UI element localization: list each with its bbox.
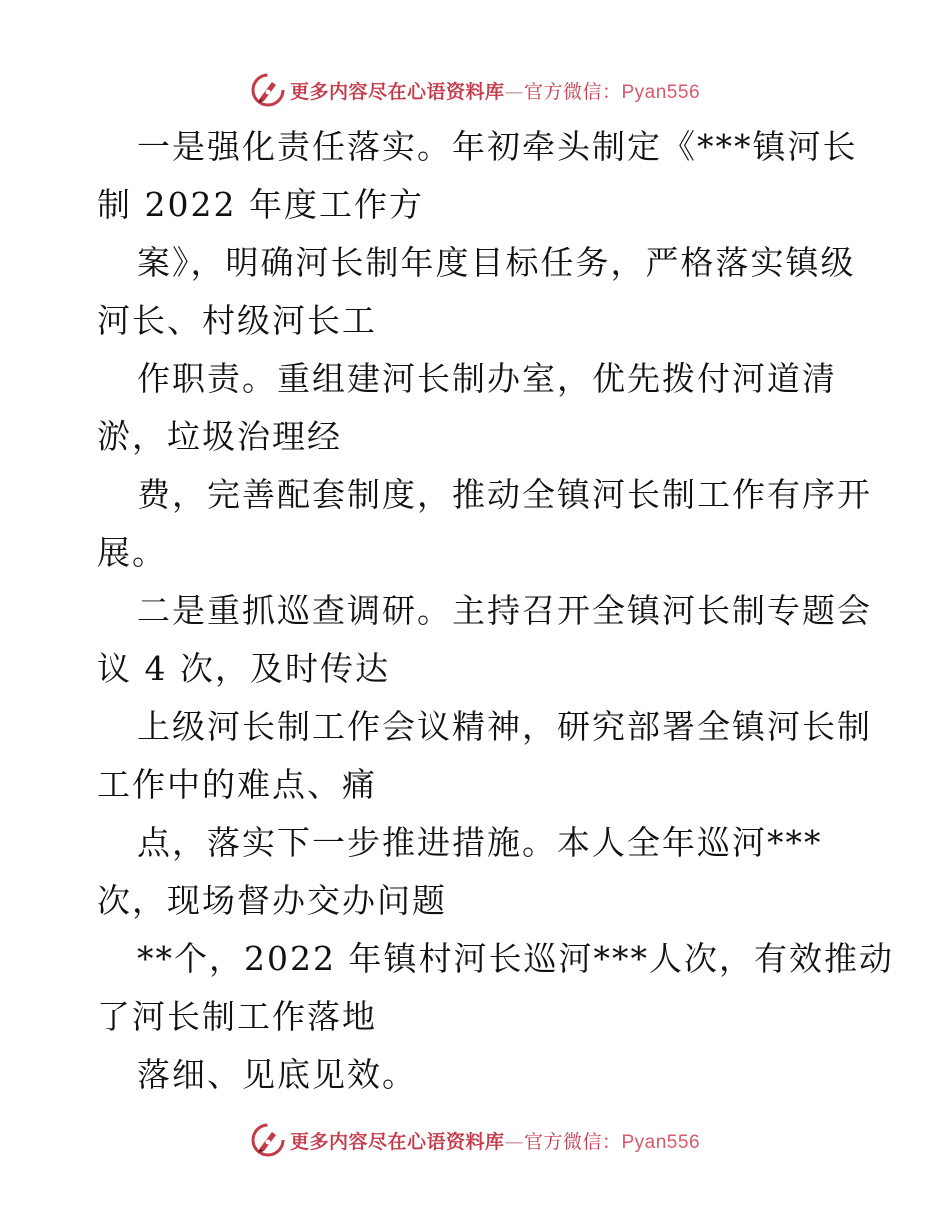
paragraph-line: 次，现场督办交办问题	[97, 881, 447, 920]
paragraph-line: 点，落实下一步推进措施。本人全年巡河***	[137, 823, 823, 862]
paragraph-line: 展。	[97, 533, 167, 572]
footer-banner-text	[290, 1127, 700, 1154]
header-wechat-id: Pyan556	[621, 81, 701, 103]
footer-banner	[0, 1120, 950, 1160]
paragraph-line: 费，完善配套制度，推动全镇河长制工作有序开	[137, 475, 872, 514]
paragraph-line: 落细、见底见效。	[137, 1055, 417, 1094]
paragraph-line: 案》，明确河长制年度目标任务，严格落实镇级	[137, 243, 856, 282]
paragraph-line: 淤，垃圾治理经	[97, 417, 342, 456]
footer-separator: —	[504, 1130, 524, 1153]
header-banner	[0, 70, 950, 110]
footer-wechat-label: 官方微信：	[523, 1130, 622, 1153]
paragraph-line: 河长、村级河长工	[97, 301, 377, 340]
paragraph-line: 作职责。重组建河长制办室，优先拨付河道清	[137, 359, 837, 398]
paragraph-line: 工作中的难点、痛	[97, 765, 377, 804]
document-body	[97, 118, 894, 1104]
header-wechat-label: 官方微信：	[523, 80, 622, 103]
paragraph-line: 二是重抓巡查调研。主持召开全镇河长制专题会	[137, 591, 872, 630]
paragraph-line: 了河长制工作落地	[97, 997, 377, 1036]
footer-wechat-id: Pyan556	[621, 1131, 701, 1153]
footer-site-name: 更多内容尽在心语资料库	[289, 1130, 505, 1153]
paragraph-line: 议 4 次，及时传达	[97, 649, 390, 688]
paragraph-line: 上级河长制工作会议精神，研究部署全镇河长制	[137, 707, 872, 746]
paragraph-line: 制 2022 年度工作方	[97, 185, 424, 224]
paragraph-line: **个，2022 年镇村河长巡河***人次，有效推动	[137, 939, 894, 978]
header-banner-text	[290, 77, 700, 104]
pen-seal-logo-icon	[250, 72, 286, 108]
paragraph-line: 一是强化责任落实。年初牵头制定《***镇河长	[137, 127, 858, 166]
header-site-name: 更多内容尽在心语资料库	[289, 80, 505, 103]
pen-seal-logo-icon	[250, 1122, 286, 1158]
header-separator: —	[504, 80, 524, 103]
